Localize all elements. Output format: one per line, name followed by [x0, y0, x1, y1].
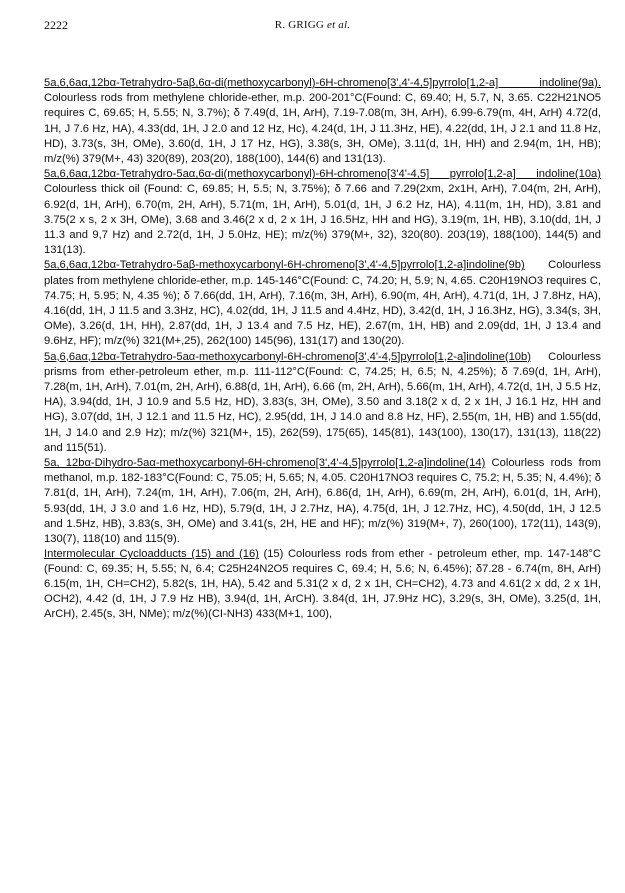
compound-data: (15) Colourless rods from ether - petroleum ether, mp. 147-148°C (Found: C, 69.35; H, 5.55; N, 6.4; C25H24N2O5 requires C, 69.4; H, 5.6; N, 6.45%); δ7.28 - 6.74(m, 8H, ArH) 6.15(m, 1H, CH=CH2), 5.82(s, 1H, HA), 5.42 and 5.31(2 x d, 2 x 1H, CH=CH2), 4.73 and 4.61(2 x dd, 2 x 1H, OCH2), 4.42 (d, 1H, J 7.9 Hz HB), 3.94(d, 1H, ArCH). 3.84(d, 1H, J7.9Hz HC), 3.29(s, 3H, OMe), 3.25(d, 1H, ArCH), 2.45(s, 3H, NMe); m/z(%)(CI-NH3) 433(M+1, 100),: [44, 548, 601, 621]
experimental-section: [44, 76, 601, 622]
page-number: 2222: [44, 18, 68, 32]
compound-entry-15-16: [44, 547, 601, 622]
compound-data: Colourless thick oil (Found: C, 69.85; H, 5.5; N, 3.75%); δ 7.66 and 7.29(2xm, 2x1H, ArH), 7.04(m, 2H, ArH), 6.92(d, 1H, ArH), 6.70(m, 2H, ArH), 5.71(m, 1H, ArH), 5.01(d, 1H, J 6.2 Hz, HA), 4.11(m, 1H, HD), 3.81 and 3.75(2 x s, 2 x 3H, OMe), 3.68 and 3.46(2 x d, 2 x 1H, J 16.5Hz, HH and HG), 3.19(m, 1H, HB), 3.10(dd, 1H, J 11.3 and 9,7 Hz) and 2.72(d, 1H, J 5.0Hz, HE); m/z(%) 379(M+, 32), 320(80). 203(19), 188(100), 144(5) and 131(13).: [44, 183, 601, 257]
running-head-author: R. GRIGG: [274, 19, 325, 31]
compound-data: Colourless prisms from ether-petroleum ether, m.p. 111-112°C(Found: C, 74.25; H, 6.5; N, 4.25%); δ 7.69(d, 1H, ArH), 7.28(m, 1H, ArH), 7.01(m, 2H, ArH), 6.88(d, 1H, ArH), 6.66 (m, 2H, ArH), 5.66(m, 1H, ArH), 4.72(d, 1H, J 5.5 Hz, HA), 3.94(dd, 1H, J 10.9 and 5.5 Hz, HD), 3.83(s, 3H, OMe), 3.50 and 3.18(2 x d, 2 x 1H, J 16.1 Hz, HH and HG), 3.07(dd, 1H, J 12.1 and 11.5 Hz, HC), 2.95(dd, 1H, J 14.0 and 8.8 Hz, HF), 2.55(m, 1H, HB) and 1.55(dd, 1H, J 14.0 and 2.9 Hz); m/z(%) 321(M+, 15), 262(59), 175(65), 145(81), 143(100), 130(17), 131(13), 118(22) and 115(51).: [44, 350, 601, 454]
compound-title: 5a,6,6aα,12bα-Tetrahydro-5aα-methoxycarbonyl-6H-chromeno[3',4'-4,5]pyrrolo[1,2-a]indoline(10b): [44, 350, 531, 363]
running-head-etal: et al.: [327, 19, 351, 31]
compound-data: Colourless rods from methanol, m.p. 182-183°C(Found: C, 75.05; H, 5.65; N, 4.05. C20H17NO3 requires C, 75.2; H, 5.35; N, 4.4%); δ 7.81(d, 1H, ArH), 7.24(m, 1H, ArH), 7.06(m, 2H, ArH), 6.86(d, 1H, ArH), 6.69(m, 2H, ArH), 6.01(d, 1H, ArH), 5.93(dd, 1H, J 3.0 and 1.6 Hz, HD), 5.79(d, 1H, J 2.7Hz, HA), 4.75(d, 1H, J 12.7Hz, HC), 4.50(dd, 1H, J 12.5 and 1.5Hz, HB), 3.83(s, 3H, OMe) and 3.41(s, 2H, HE and HF); m/z(%) 319(M+, 7), 260(100), 172(11), 143(9), 130(7), 118(10) and 115(9).: [44, 457, 601, 546]
compound-title: 5a, 12bα-Dihydro-5aα-methoxycarbonyl-6H-chromeno[3',4'-4,5]pyrrolo[1,2-a]indoline(14): [44, 457, 486, 470]
compound-data: Colourless rods from methylene chloride-ether, m.p. 200-201°C(Found: C, 69.40; H, 5.7, N, 3.65. C22H21NO5 requires C, 69.65; H, 5.55; N, 3.7%); δ 7.49(d, 1H, ArH), 7.19-7.08(m, 3H, ArH), 6.99-6.79(m, 4H, ArH) 4.72(d, 1H, J 7.6 Hz, HA), 4.33(dd, 1H, J 2.0 and 12 Hz, Hc), 4.24(d, 1H, J 11.3Hz, HE), 4.22(dd, 1H, J 2.1 and 11.8 Hz, HD), 3.73(s, 3H, OMe), 3.60(d, 1H, J 17 Hz, HG), 3.38(s, 3H, OMe), 3.11(d, 1H, HH) and 2.94(m, 1H, HB); m/z(%) 379(M+, 43) 320(89), 203(20), 188(100), 144(6) and 131(13).: [44, 92, 601, 166]
compound-entry-9a: [44, 76, 601, 167]
running-head: [44, 19, 581, 31]
compound-title: 5a,6,6aα,12bα-Tetrahydro-5aβ,6α-di(methoxycarbonyl)-6H-chromeno[3',4'-4,5]pyrrolo[1,2-a] indoline(9a).: [44, 77, 601, 89]
compound-title: 5a,6,6aα,12bα-Tetrahydro-5aβ-methoxycarbonyl-6H-chromeno[3',4'-4,5]pyrrolo[1,2-a]indoline(9b): [44, 259, 525, 272]
compound-entry-9b: [44, 258, 601, 349]
compound-entry-10a: [44, 167, 601, 258]
section-heading: Intermolecular Cycloadducts (15) and (16): [44, 548, 259, 561]
compound-data: Colourless plates from methylene chloride-ether, m.p. 145-146°C(Found: C, 74.20; H, 5.9; N, 4.65. C20H19NO3 requires C, 74.75; H, 5.95; N, 4.35 %); δ 7.66(dd, 1H, ArH), 7.16(m, 3H, ArH), 6.90(m, 4H, ArH), 4.71(d, 1H, J 7.8Hz, HA), 4.16(dd, 1H, J 11.5 and 3.3Hz, HC), 4.02(dd, 1H, J 11.5 and 4.4Hz, HD), 3.42(d, 1H, J 16.3Hz, HG), 3.34(s, 3H, OMe), 3.26(d, 1H, HH), 2.87(dd, 1H, J 13.4 and 7.5 Hz, HE), 2.67(m, 1H, HB) and 2.09(dd, 1H, J 13.4 and 9.6Hz, HF); m/z(%) 321(M+,25), 262(100) 145(96), 131(17) and 130(20).: [44, 259, 601, 348]
compound-entry-10b: [44, 350, 601, 456]
page-header: [44, 18, 581, 36]
compound-title: 5a,6,6aα,12bα-Tetrahydro-5aα,6α-di(methoxycarbonyl)-6H-chromeno[3'4'-4,5] pyrrolo[1,2-a] indoline(10a): [44, 168, 601, 181]
compound-entry-14: [44, 456, 601, 547]
